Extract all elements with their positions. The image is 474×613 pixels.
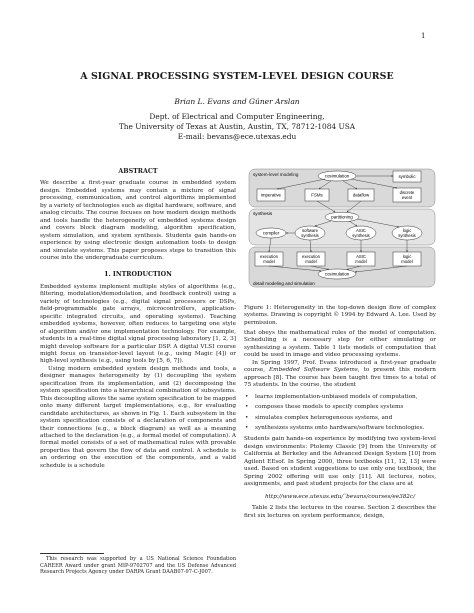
system-level-modeling-label: system-level modeling <box>253 172 299 177</box>
execution-model-1-label-1: execution <box>260 254 278 259</box>
introduction-paragraph-2: Using modern embedded system design methods and tools, a designer manages heterogeneity by (1) decoupling the system specification from its implementation, and (2) decomposing the system specification into a hierarchical combination of subsystems. This decoupling allows the same system specification to be mapped onto many different target implementations, e.g., for evaluating candidate architectures, as shown in Fig. 1. Each subsystem in the system specification consists of a declaration of components and their connections (e.g., a block diagram) as well as a meaning attached to the declaration (e.g., a formal model of computation). A formal model consists of a set of mathematical rules with provable properties that govern the flow of data and control. A schedule is an ordering on the execution of the components, and a valid schedule is a schedule <box>40 365 236 469</box>
bullet-text: synthesizes systems onto hardware/software technologies. <box>255 424 425 431</box>
bullet-icon: • <box>245 414 249 421</box>
compiler-label: compiler <box>262 230 280 236</box>
affiliation-line-university: The University of Texas at Austin, Austin, TX, 78712-1084 USA <box>118 122 356 131</box>
detail-modeling-label: detail modeling and simulation <box>253 281 315 286</box>
right-paragraph-3: Students gain hands-on experience by modifying two system-level design environments: Ptolemy Classic [9] from the University of California at Berkeley and the Advanced Design System [10] from Agilent EEsof. In Spring 2000, three textbooks [11, 12, 13] were used. Based on student suggestions to use only one textbook, the Spring 2002 offering will use only [11]. All lectures, notes, assignments, and past student projects for the class are at <box>244 436 436 488</box>
list-item <box>244 415 436 422</box>
list-item <box>244 404 436 411</box>
footnote: This research was supported by a US National Science Foundation CAREER Award under grant MIP-9702707 and the US Defense Advanced Research Projects Agency under DARPA Grant DAAB07-97-C-J007. <box>40 556 236 576</box>
footnote-rule <box>40 553 104 554</box>
affiliation-line-email: E-mail: bevans@ece.utexas.edu <box>177 132 297 141</box>
left-column <box>40 168 236 470</box>
affiliation <box>0 112 474 142</box>
paper-authors: Brian L. Evans and Güner Arslan <box>174 97 300 106</box>
synthesis-label: synthesis <box>253 211 273 216</box>
partitioning-label: partitioning <box>331 214 353 220</box>
right-paragraph-1: that obeys the mathematical rules of the model of computation. Scheduling is a necessary step for either simulating or synthesizing a system. Table 1 lists models of computation that could be used in image and video processing systems. <box>244 330 436 359</box>
logic-model-label-2: model <box>401 259 413 264</box>
design-flow-diagram <box>247 166 437 289</box>
fsms-label: FSMs <box>311 192 323 198</box>
execution-model-2-label-1: execution <box>302 254 320 259</box>
discrete-event-label-1: discrete <box>399 190 415 195</box>
introduction-paragraph-1: Embedded systems implement multiple styles of algorithms (e.g., filtering, modulation/demodulation, and feedback control) using a variety of technologies (e.g., digital signal processors or DSPs, field-programmable gate arrays, microcontrollers, application-specific integrated circuits, and operating systems). Teaching embedded systems, however, often reduces to targeting one style of algorithm and/or one implementation technology. For example, students in a real-time digital signal processing laboratory [1, 2, 3] might develop software for a particular DSP. A digital VLSI course might focus on transistor-level layout (e.g., using Magic [4]) or high-level synthesis (e.g., using tools by [5, 6, 7]). <box>40 283 236 365</box>
course-url-link[interactable]: http://www.ece.utexas.edu/˜bevans/courses/ee382c/ <box>264 493 416 500</box>
list-item <box>244 394 436 401</box>
logic-synthesis-label-2: synthesis <box>398 233 416 238</box>
abstract-heading: ABSTRACT <box>118 168 158 175</box>
list-item <box>244 425 436 432</box>
bullet-text: learns implementation-unbiased models of computation, <box>255 393 418 400</box>
abstract-text: We describe a first-year graduate course in embedded system design. Embedded systems may contain a mixture of signal processing, communication, and control algorithms implemented by a variety of technologies such as digital hardware, software, and analog circuits. The course focuses on how modern design methods and tools handle the heterogeneity of embedded systems design and covers block diagram modeling, algorithm specification, system simulation, and system synthesis. Students gain hands-on experience by using electronic design automation tools to design and simulate systems. This paper proposes steps to transition this course into the undergraduate curriculum. <box>40 180 236 261</box>
software-synthesis-label-1: software <box>302 228 318 233</box>
bullet-icon: • <box>245 404 249 411</box>
cosimulation-top-label: cosimulation <box>324 173 350 179</box>
learning-outcomes-list <box>244 394 436 433</box>
right-paragraph-2 <box>244 360 436 390</box>
software-synthesis-label-2: synthesis <box>301 233 319 238</box>
bullet-text: composes these models to specify complex systems <box>255 404 404 411</box>
discrete-event-label-2: event <box>401 195 413 200</box>
logic-synthesis-label-1: logic <box>402 228 412 233</box>
bullet-icon: • <box>245 424 249 431</box>
introduction-heading: 1. INTRODUCTION <box>104 271 172 279</box>
right-paragraph-2-start: In Spring 1997, Prof. Evans introduced a first-year graduate course, <box>244 359 436 374</box>
figure-caption: Figure 1: Heterogeneity in the top-down design flow of complex systems. Drawing is copyright © 1994 by Edward A. Lee. Used by permission. <box>244 305 436 326</box>
asic-model-label-2: model <box>355 259 367 264</box>
right-paragraph-2-end: , to present this modern approach [8]. The course has been taught five times to a total of 75 students. In the course, the student <box>244 367 436 389</box>
asic-synthesis-label-1: ASIC <box>356 228 366 233</box>
logic-model-label-1: logic <box>402 254 412 259</box>
page-number: 1 <box>421 32 426 40</box>
execution-model-1-label-2: model <box>263 259 275 264</box>
asic-synthesis-label-2: synthesis <box>352 233 370 238</box>
figure-design-flow <box>247 166 437 289</box>
right-column <box>244 330 436 520</box>
execution-model-2-label-2: model <box>305 259 317 264</box>
imperative-label: imperative <box>260 192 282 198</box>
dataflow-label: dataflow <box>352 192 370 198</box>
paper-title: A SIGNAL PROCESSING SYSTEM-LEVEL DESIGN COURSE <box>80 71 394 82</box>
bullet-text: simulates complex heterogeneous systems, and <box>255 414 393 421</box>
course-name: Embedded Software Systems <box>269 367 358 374</box>
affiliation-line-dept: Dept. of Electrical and Computer Engineering, <box>149 112 325 121</box>
asic-model-label-1: ASIC <box>356 254 366 259</box>
cosimulation-bottom-label: cosimulation <box>324 271 350 277</box>
symbolic-label: symbolic <box>398 174 416 179</box>
right-paragraph-4: Table 2 lists the lectures in the course. Section 2 describes the first six lectures on system performance, design, <box>244 505 436 519</box>
bullet-icon: • <box>245 393 249 400</box>
